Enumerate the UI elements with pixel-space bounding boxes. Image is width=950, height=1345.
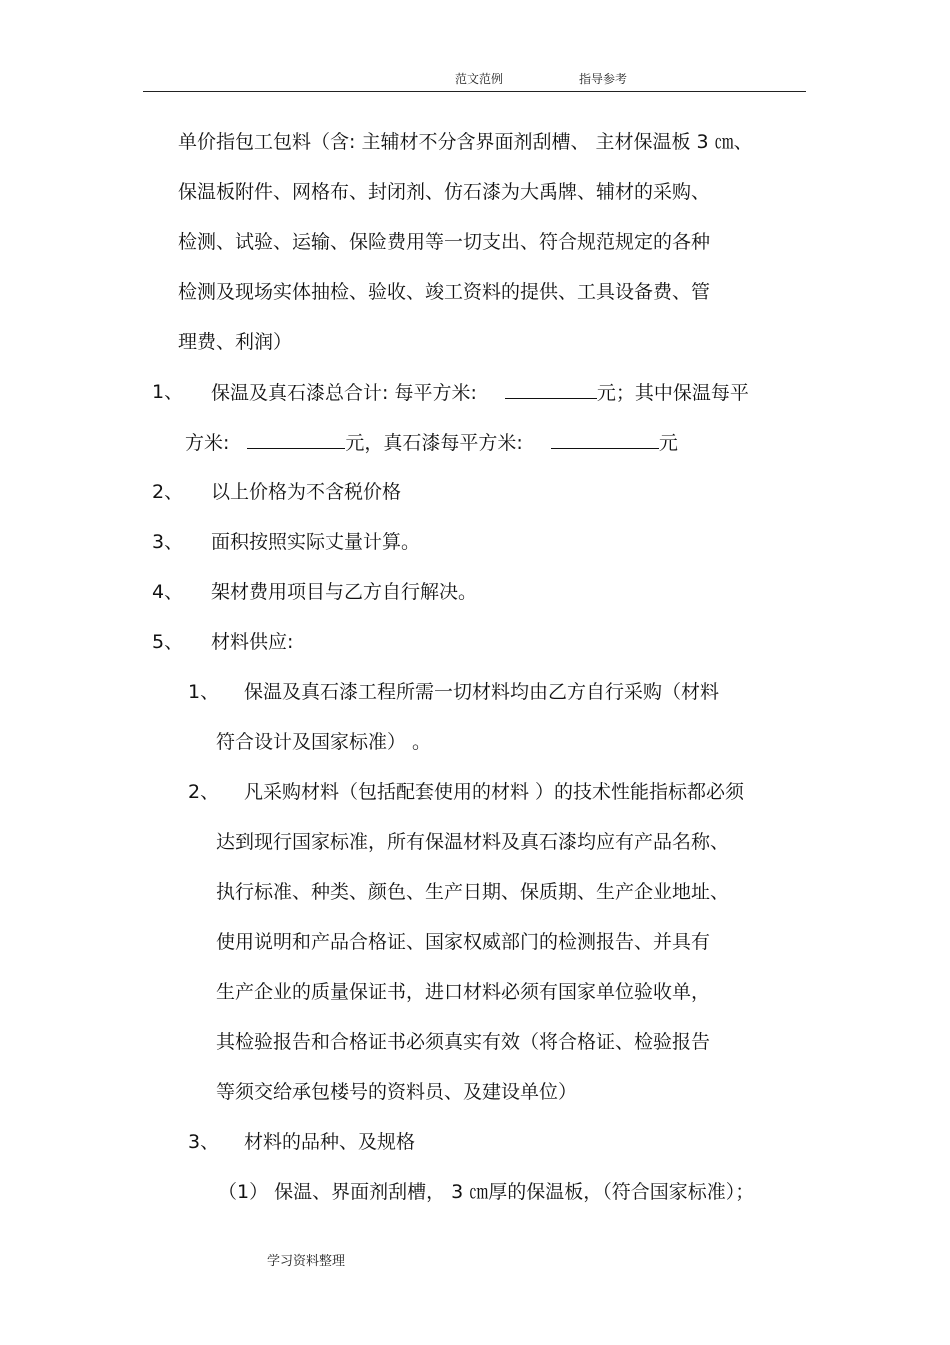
item-text-part: 元 xyxy=(658,432,678,454)
sub-item-line: 使用说明和产品合格证、国家权威部门的检测报告、并具有 xyxy=(216,931,711,953)
sub-item-number: 3、 xyxy=(188,1131,220,1153)
item-text-part: 元，真石漆每平方米: xyxy=(345,432,523,454)
intro-line: 保温板附件、网格布、封闭剂、仿石漆为大禹牌、辅材的采购、 xyxy=(178,181,711,203)
sub-item-number: 1、 xyxy=(188,681,220,703)
header-rule xyxy=(143,91,806,92)
page-footer: 学习资料整理 xyxy=(267,1254,346,1269)
blank-insulation-price xyxy=(247,430,345,449)
header-left: 范文范例 xyxy=(455,72,504,86)
sub-item-line: 材料的品种、及规格 xyxy=(244,1131,416,1153)
sub-item-detail: （1） 保温、界面剂刮槽， 3 ㎝厚的保温板，（符合国家标准）； xyxy=(218,1181,755,1203)
item-text: 以上价格为不含税价格 xyxy=(211,481,402,503)
intro-line: 检测及现场实体抽检、验收、竣工资料的提供、工具设备费、管 xyxy=(178,281,711,303)
item-text: 架材费用项目与乙方自行解决。 xyxy=(211,581,478,603)
sub-item-line: 其检验报告和合格证书必须真实有效（将合格证、检验报告 xyxy=(216,1031,711,1053)
item-text xyxy=(211,380,749,405)
blank-paint-price xyxy=(551,430,659,449)
item-number: 5、 xyxy=(152,631,184,653)
blank-total-price xyxy=(505,380,597,399)
item-text xyxy=(185,430,678,455)
sub-item-line: 等须交给承包楼号的资料员、及建设单位） xyxy=(216,1081,578,1103)
sub-item-number: 2、 xyxy=(188,781,220,803)
item-number: 3、 xyxy=(152,531,184,553)
item-text: 面积按照实际丈量计算。 xyxy=(211,531,421,553)
header-right: 指导参考 xyxy=(579,72,628,86)
item-text-part: 方米: xyxy=(185,432,230,454)
item-number: 2、 xyxy=(152,481,184,503)
intro-line: 单价指包工包料（含: 主辅材不分含界面剂刮槽、 主材保温板 3 ㎝、 xyxy=(178,131,753,153)
item-number: 1、 xyxy=(152,381,184,403)
item-number: 4、 xyxy=(152,581,184,603)
sub-item-line: 执行标准、种类、颜色、生产日期、保质期、生产企业地址、 xyxy=(216,881,730,903)
sub-item-line: 生产企业的质量保证书，进口材料必须有国家单位验收单， xyxy=(216,981,711,1003)
sub-item-line: 凡采购材料（包括配套使用的材料 ）的技术性能指标都必须 xyxy=(244,781,745,803)
sub-item-line: 达到现行国家标准，所有保温材料及真石漆均应有产品名称、 xyxy=(216,831,730,853)
sub-item-line: 符合设计及国家标准） 。 xyxy=(216,731,432,753)
item-text-part: 元；其中保温每平 xyxy=(596,382,749,404)
item-text-part: 保温及真石漆总合计: 每平方米: xyxy=(211,382,477,404)
sub-item-line: 保温及真石漆工程所需一切材料均由乙方自行采购（材料 xyxy=(244,681,720,703)
item-text: 材料供应: xyxy=(211,631,294,653)
intro-line: 理费、利润） xyxy=(178,331,293,353)
intro-line: 检测、试验、运输、保险费用等一切支出、符合规范规定的各种 xyxy=(178,231,711,253)
